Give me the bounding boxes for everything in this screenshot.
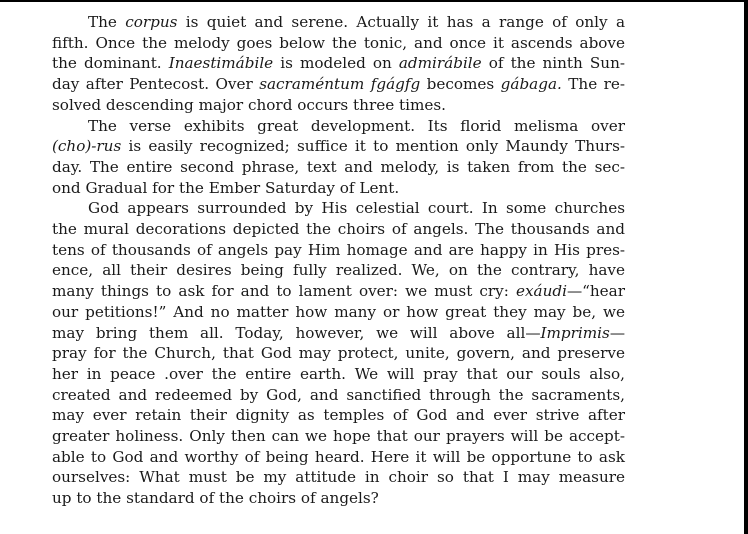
italic-term: exáudi [515, 282, 567, 301]
text-line [52, 405, 625, 426]
text-run: The re- [561, 75, 626, 94]
text-run: The verse exhibits great development. Its florid melisma over [88, 116, 625, 135]
italic-term: (cho)-rus [52, 137, 122, 156]
text-line [52, 240, 625, 261]
text-run: — [609, 323, 625, 342]
text-line [52, 281, 625, 302]
text-run: becomes [420, 75, 501, 94]
text-run: ond Gradual for the Ember Saturday of Lent. [52, 178, 400, 197]
document-page [52, 12, 625, 509]
text-run: is quiet and serene. Actually it has a range of only a [177, 13, 625, 31]
paragraph [52, 116, 625, 199]
text-line [52, 53, 625, 74]
text-line [52, 260, 625, 281]
text-run: may ever retain their dignity as temples of God and ever strive after [52, 406, 625, 425]
text-run: her in peace .over the entire earth. We will pray that our souls also, [52, 364, 625, 383]
italic-term: Imprimis [540, 323, 610, 342]
text-run: pray for the Church, that God may protect, unite, govern, and preserve [52, 344, 625, 363]
text-run: up to the standard of the choirs of angels? [52, 489, 379, 508]
text-line [52, 116, 625, 137]
scan-border-right [744, 0, 748, 534]
text-line [52, 364, 625, 385]
text-run: —“hear [566, 282, 625, 301]
italic-term: sacraméntum fgágfg [259, 75, 421, 94]
text-line [52, 467, 625, 488]
text-run: day after Pentecost. Over [52, 75, 260, 94]
text-line [52, 12, 625, 33]
italic-term: Inaestimábile [168, 54, 274, 73]
paragraph [52, 12, 625, 116]
text-line [52, 343, 625, 364]
text-line [52, 426, 625, 447]
text-line [52, 157, 625, 178]
text-line [52, 74, 625, 95]
italic-term: corpus [125, 13, 178, 31]
text-run: created and redeemed by God, and sanctified through the sacraments, [52, 385, 625, 404]
text-run: greater holiness. Only then can we hope that our prayers will be accept- [52, 427, 625, 446]
text-run: day. The entire second phrase, text and melody, is taken from the sec- [52, 157, 625, 176]
text-line [52, 198, 625, 219]
text-run: The [88, 13, 126, 31]
scan-border-top [0, 0, 748, 2]
text-run: fifth. Once the melody goes below the tonic, and once it ascends above [52, 33, 625, 52]
text-line [52, 95, 625, 116]
text-run: may bring them all. Today, however, we will above all— [52, 323, 541, 342]
paragraph [52, 198, 625, 509]
text-run: ence, all their desires being fully realized. We, on the contrary, have [52, 261, 625, 280]
text-line [52, 385, 625, 406]
text-run: solved descending major chord occurs three times. [52, 95, 446, 114]
text-run: the dominant. [52, 54, 169, 73]
text-line [52, 219, 625, 240]
text-line [52, 488, 625, 509]
text-run: tens of thousands of angels pay Him homage and are happy in His pres- [52, 240, 625, 259]
text-run: our petitions!” And no matter how many or how great they may be, we [52, 302, 625, 321]
text-run: of the ninth Sun- [481, 54, 625, 73]
text-run: the mural decorations depicted the choirs of angels. The thousands and [52, 220, 625, 239]
text-line [52, 302, 625, 323]
text-line [52, 323, 625, 344]
italic-term: gábaga. [500, 75, 562, 94]
text-line [52, 136, 625, 157]
text-run: is easily recognized; suffice it to mention only Maundy Thurs- [121, 137, 625, 156]
text-line [52, 447, 625, 468]
text-line [52, 33, 625, 54]
text-line [52, 178, 625, 199]
text-run: God appears surrounded by His celestial court. In some churches [88, 199, 625, 218]
italic-term: admirábile [398, 54, 482, 73]
text-run: ourselves: What must be my attitude in choir so that I may measure [52, 468, 625, 487]
text-run: many things to ask for and to lament over: we must cry: [52, 282, 516, 301]
text-run: able to God and worthy of being heard. Here it will be opportune to ask [52, 447, 625, 466]
text-run: is modeled on [273, 54, 399, 73]
